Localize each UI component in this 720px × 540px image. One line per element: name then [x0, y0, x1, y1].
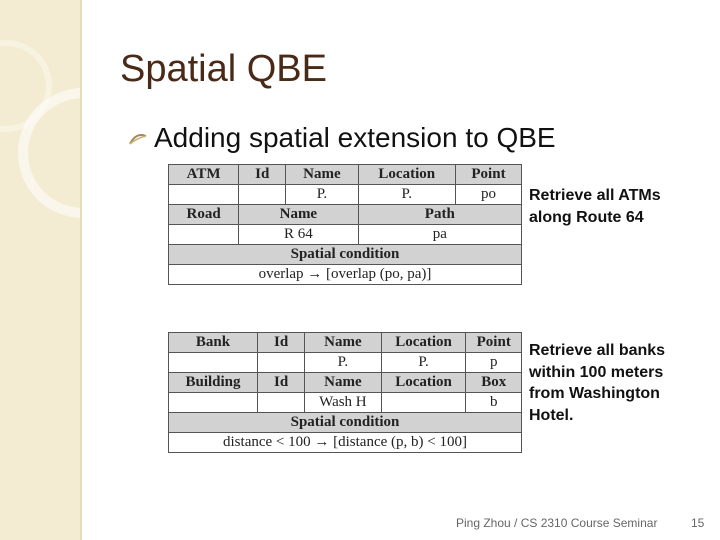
bullet-item [128, 122, 556, 154]
table-header-cell: Id [239, 165, 286, 185]
table-cell: Wash H [305, 393, 381, 413]
table-cell: p [466, 353, 522, 373]
decorative-sidebar [0, 0, 80, 540]
table-cell [239, 185, 286, 205]
table-header-cell: Path [358, 205, 521, 225]
table-cell: R 64 [239, 225, 358, 245]
table-header-cell: Location [381, 373, 466, 393]
table-header-cell: Name [305, 373, 381, 393]
spatial-condition-expression: distance < 100 → [distance (p, b) < 100] [169, 433, 522, 453]
table-cell: P. [358, 185, 455, 205]
bullet-text: Adding spatial extension to QBE [154, 122, 556, 153]
table-cell [169, 393, 258, 413]
table-header-cell: Name [305, 333, 381, 353]
sidebar-divider [80, 0, 82, 540]
table-header-cell: Point [466, 333, 522, 353]
slide-title: Spatial QBE [120, 48, 327, 90]
qbe-table-bank-building [168, 332, 522, 453]
example-description: Retrieve all banks within 100 meters from Washington Hotel. [529, 342, 666, 424]
footer-source: Ping Zhou / CS 2310 Course Seminar [456, 516, 658, 530]
table-cell: po [455, 185, 521, 205]
table-header-cell: Location [381, 333, 466, 353]
table-cell [381, 393, 466, 413]
table-cell: P. [286, 185, 358, 205]
spatial-condition-label: Spatial condition [169, 245, 522, 265]
table-header-cell: Point [455, 165, 521, 185]
page-number: 15 [691, 516, 705, 530]
table-cell [169, 185, 239, 205]
table-header-cell: Box [466, 373, 522, 393]
table-cell: pa [358, 225, 521, 245]
table-cell [258, 393, 305, 413]
table-cell: P. [381, 353, 466, 373]
table-header-cell: Id [258, 373, 305, 393]
table-cell: b [466, 393, 522, 413]
table-header-cell: Building [169, 373, 258, 393]
table-header-cell: Name [239, 205, 358, 225]
spatial-condition-label: Spatial condition [169, 413, 522, 433]
qbe-table-atm-road [168, 164, 522, 285]
table-cell [169, 225, 239, 245]
table-cell [258, 353, 305, 373]
example-description: Retrieve all ATMs along Route 64 [529, 187, 661, 226]
table-header-cell: Road [169, 205, 239, 225]
table-cell: P. [305, 353, 381, 373]
table-header-cell: Location [358, 165, 455, 185]
table-cell [169, 353, 258, 373]
table-header-cell: Id [258, 333, 305, 353]
spatial-condition-expression: overlap → [overlap (po, pa)] [169, 265, 522, 285]
table-header-cell: ATM [169, 165, 239, 185]
table-header-cell: Bank [169, 333, 258, 353]
bullet-icon [128, 128, 148, 148]
table-header-cell: Name [286, 165, 358, 185]
